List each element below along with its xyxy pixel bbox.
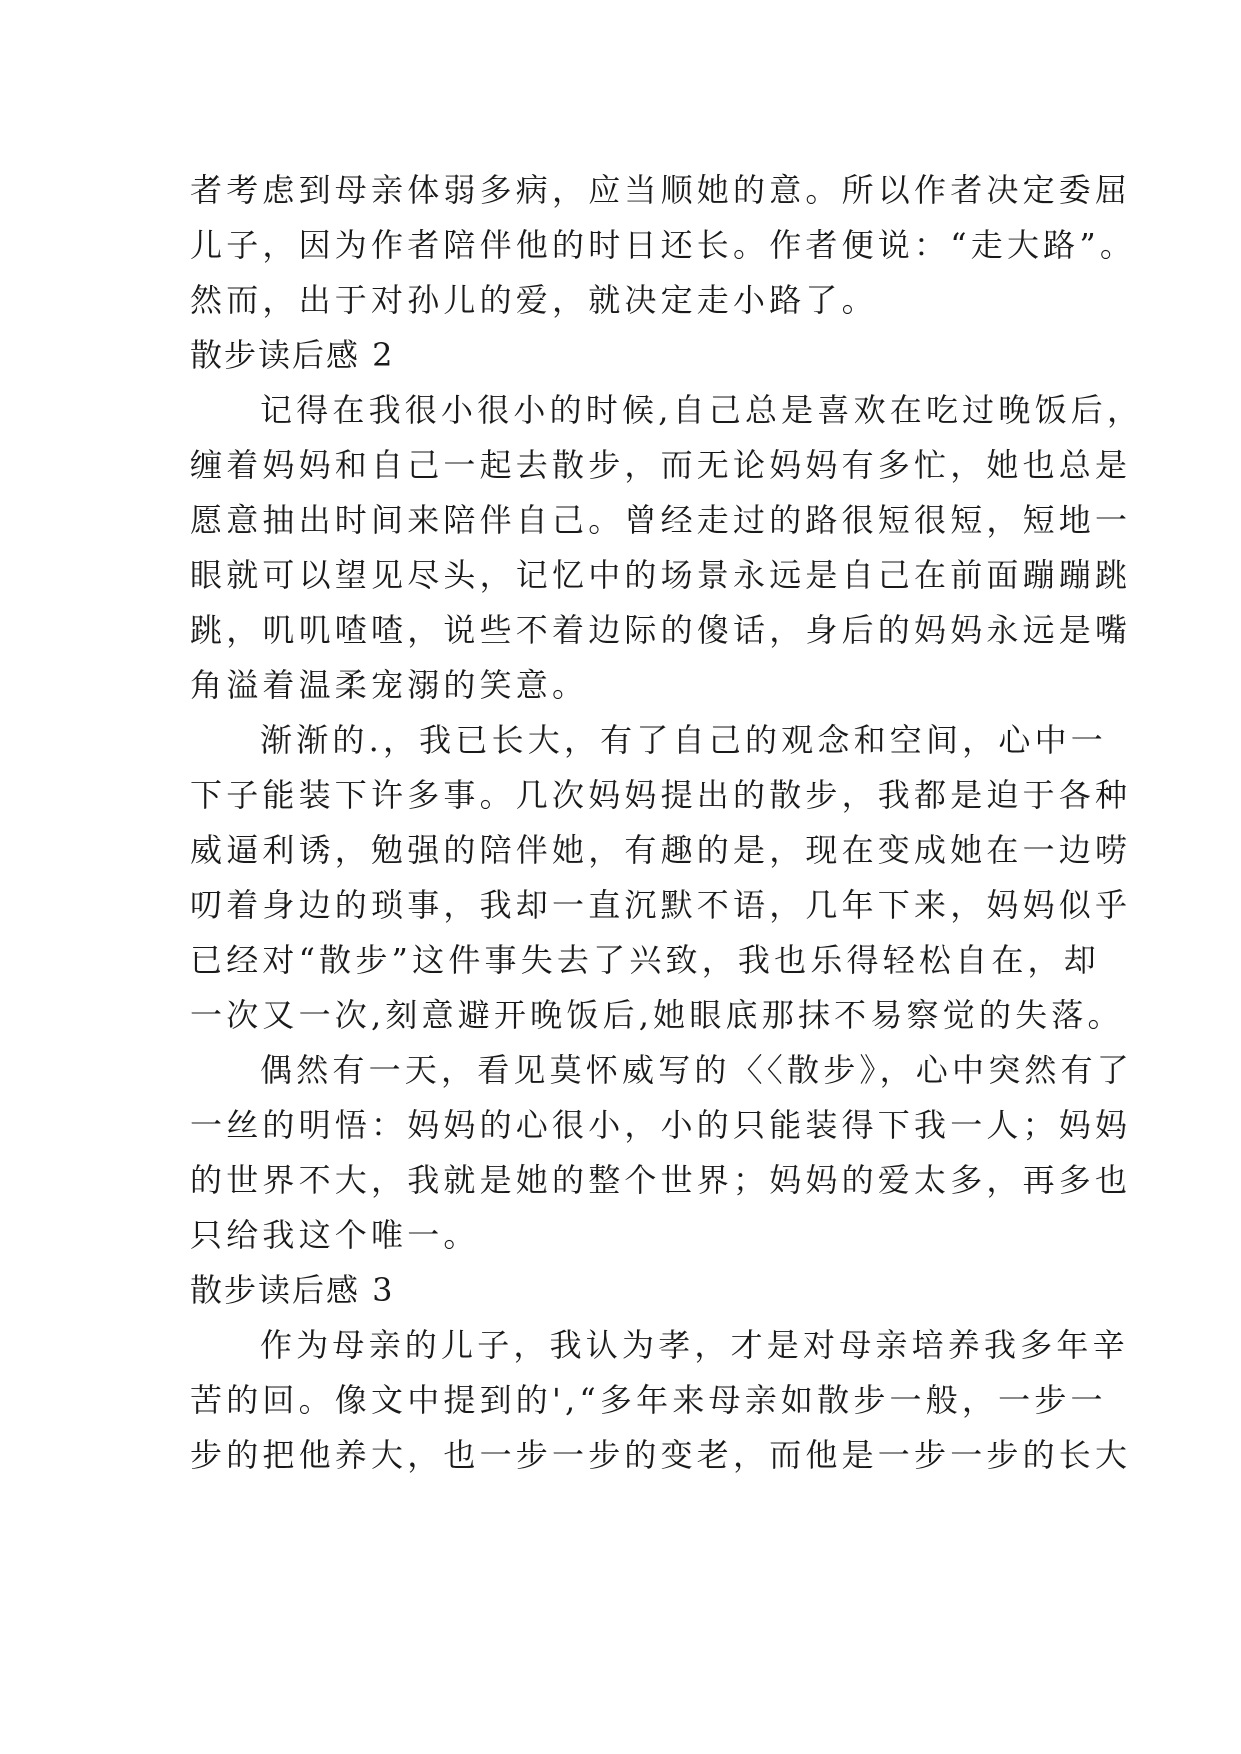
text-line: 已经对“散步”这件事失去了兴致，我也乐得轻松自在，却 [190,941,1100,979]
text-line: 威逼利诱，勉强的陪伴她，有趣的是，现在变成她在一边唠 [190,831,1132,869]
paragraph-first-line: 渐渐的.，我已长大，有了自己的观念和空间，心中一 [260,721,1107,759]
text-line: 缠着妈妈和自己一起去散步，而无论妈妈有多忙，她也总是 [190,446,1132,484]
text-line: 的世界不大，我就是她的整个世界；妈妈的爱太多，再多也 [190,1161,1132,1199]
text-line: 只给我这个唯一。 [190,1216,480,1254]
document-body [190,163,1144,1483]
text-line: 跳，叽叽喳喳，说些不着边际的傻话，身后的妈妈永远是嘴 [190,611,1132,649]
text-line: 然而，出于对孙儿的爱，就决定走小路了。 [190,281,878,319]
paragraph-first-line: 偶然有一天，看见莫怀威写的〈〈散步》，心中突然有了 [260,1051,1134,1089]
section-heading: 散步读后感 2 [190,336,395,374]
text-line: 儿子，因为作者陪伴他的时日还长。作者便说：“走大路”。 [190,226,1137,264]
text-line: 下子能装下许多事。几次妈妈提出的散步，我都是迫于各种 [190,776,1132,814]
paragraph-first-line: 记得在我很小很小的时候,自己总是喜欢在吃过晚饭后， [260,391,1144,429]
text-line: 角溢着温柔宠溺的笑意。 [190,666,589,704]
text-line: 一丝的明悟：妈妈的心很小，小的只能装得下我一人；妈妈 [190,1106,1132,1144]
text-line: 叨着身边的琐事，我却一直沉默不语，几年下来，妈妈似乎 [190,886,1132,924]
text-line: 愿意抽出时间来陪伴自己。曾经走过的路很短很短，短地一 [190,501,1132,539]
text-line: 步的把他养大，也一步一步的变老，而他是一步一步的长大 [190,1436,1132,1474]
section-heading: 散步读后感 3 [190,1271,395,1309]
text-line: 一次又一次,刻意避开晚饭后,她眼底那抹不易察觉的失落。 [190,996,1124,1034]
text-line: 眼就可以望见尽头，记忆中的场景永远是自己在前面蹦蹦跳 [190,556,1132,594]
paragraph-first-line: 作为母亲的儿子，我认为孝，才是对母亲培养我多年辛 [260,1326,1129,1364]
text-line: 者考虑到母亲体弱多病，应当顺她的意。所以作者决定委屈 [190,171,1132,209]
text-line: 苦的回。像文中提到的',“多年来母亲如散步一般，一步一 [190,1381,1107,1419]
